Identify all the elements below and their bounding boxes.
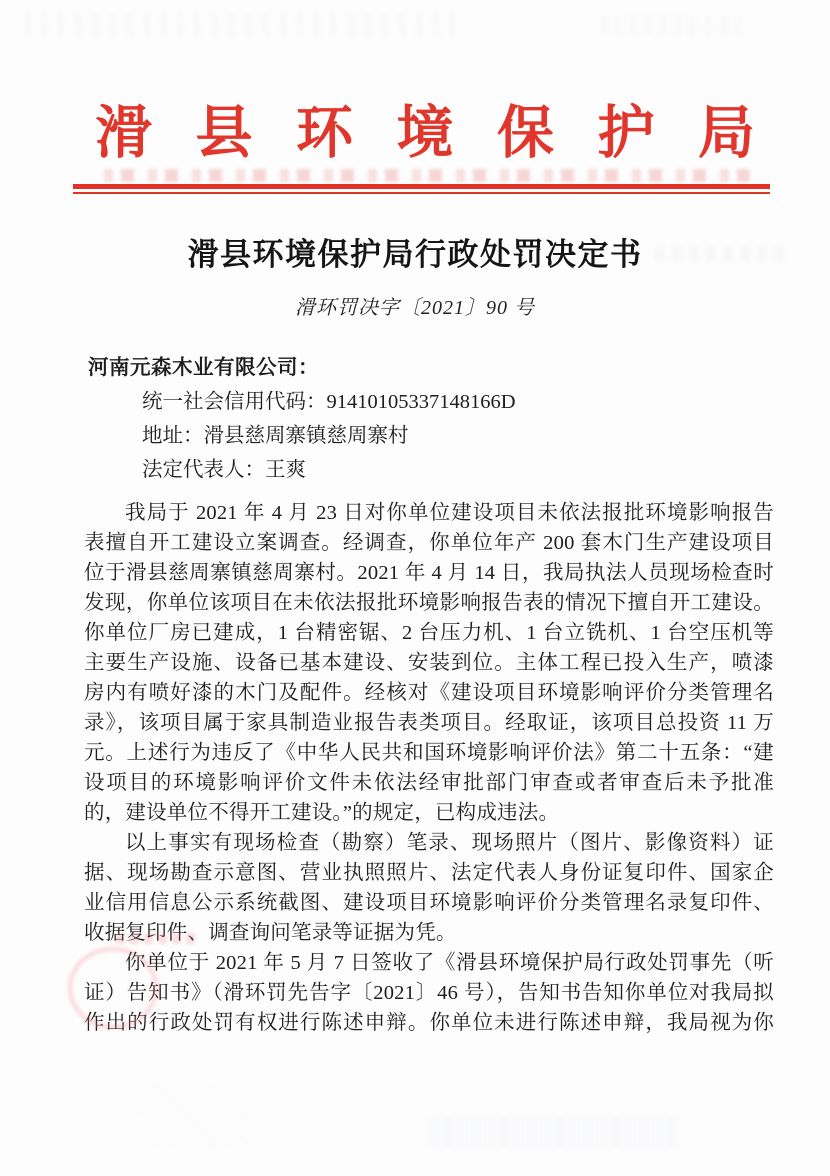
recipient-address: 地址：滑县慈周寨镇慈周寨村 <box>142 425 409 447</box>
scan-noise-artifact <box>600 14 750 36</box>
recipient-credit-code: 统一社会信用代码：91410105337148166D <box>142 391 516 413</box>
document-number: 滑环罚决字〔2021〕90 号 <box>295 297 535 319</box>
scan-noise-artifact <box>140 1080 250 1150</box>
letterhead-divider-rule <box>73 184 770 194</box>
document-body <box>84 498 774 1038</box>
body-line: 主要生产设施、设备已基本建设、安装到位。主体工程已投入生产，喷漆 <box>84 652 774 674</box>
body-line: 据、现场勘查示意图、营业执照照片、法定代表人身份证复印件、国家企 <box>84 862 774 884</box>
body-line: 以上事实有现场检查（勘察）笔录、现场照片（图片、影像资料）证 <box>125 832 774 854</box>
body-line: 我局于 2021 年 4 月 23 日对你单位建设项目未依法报批环境影响报告 <box>125 502 774 524</box>
body-line: 你单位厂房已建成，1 台精密锯、2 台压力机、1 台立铣机、1 台空压机等 <box>84 622 774 644</box>
body-line: 表擅自开工建设立案调查。经调查，你单位年产 200 套木门生产建设项目 <box>84 532 774 554</box>
recipient-block <box>88 351 778 487</box>
agency-letterhead: 滑县环境保护局 <box>95 102 755 165</box>
document-title: 滑县环境保护局行政处罚决定书 <box>187 237 643 272</box>
body-line: 的，建设单位不得开工建设。”的规定，已构成违法。 <box>84 802 560 824</box>
body-line: 设项目的环境影响评价文件未依法经审批部门审查或者审查后未予批准 <box>84 772 774 794</box>
body-line: 位于滑县慈周寨镇慈周寨村。2021 年 4 月 14 日，我局执法人员现场检查时 <box>84 562 774 584</box>
body-line: 收据复印件、调查询问笔录等证据为凭。 <box>84 922 457 944</box>
body-line: 房内有喷好漆的木门及配件。经核对《建设项目环境影响评价分类管理名 <box>84 682 774 704</box>
scan-noise-artifact <box>25 12 455 38</box>
recipient-company-name: 河南元森木业有限公司： <box>88 357 319 379</box>
body-line: 业信用信息公示系统截图、建设项目环境影响评价分类管理名录复印件、 <box>84 892 774 914</box>
body-line: 元。上述行为违反了《中华人民共和国环境影响评价法》第二十五条：“建 <box>84 742 774 764</box>
scan-noise-artifact <box>430 1115 680 1149</box>
body-line: 你单位于 2021 年 5 月 7 日签收了《滑县环境保护局行政处罚事先（听 <box>125 952 774 974</box>
recipient-legal-representative: 法定代表人：王爽 <box>142 459 306 481</box>
bleedthrough-red-text-artifact <box>95 169 750 182</box>
body-line: 证）告知书》（滑环罚先告字〔2021〕46 号），告知书告知你单位对我局拟 <box>84 982 774 1004</box>
body-line: 作出的行政处罚有权进行陈述申辩。你单位未进行陈述申辩，我局视为你 <box>84 1012 774 1034</box>
body-line: 录》，该项目属于家具制造业报告表类项目。经取证，该项目总投资 11 万 <box>84 712 774 734</box>
body-line: 发现，你单位该项目在未依法报批环境影响报告表的情况下擅自开工建设。 <box>84 592 774 614</box>
